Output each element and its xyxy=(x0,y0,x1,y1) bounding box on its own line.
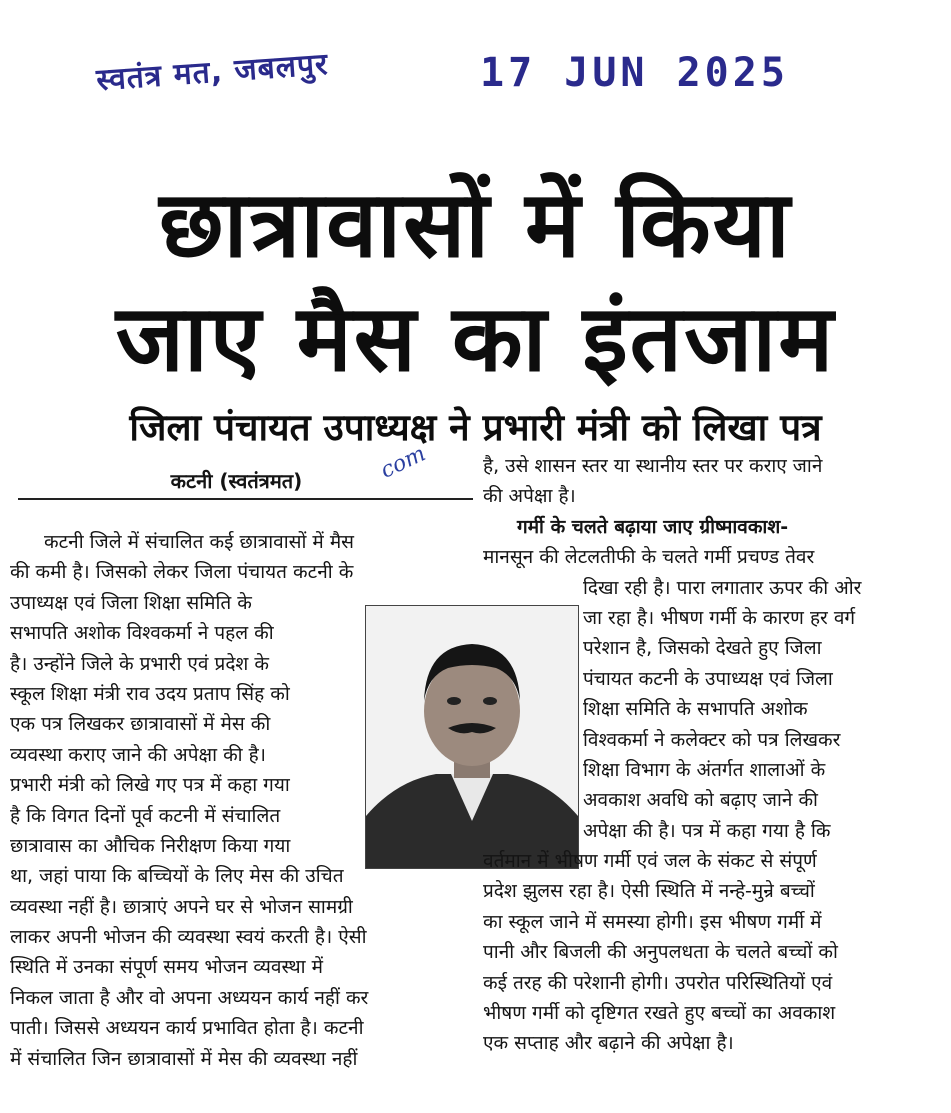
column-line: लाकर अपनी भोजन की व्यवस्था स्वयं करती है। ऐसी xyxy=(10,926,367,949)
headline-line-2: जाए मैस का इंतजाम xyxy=(115,285,836,392)
clipping-date: 17 JUN 2025 xyxy=(480,50,789,96)
newspaper-source: स्वतंत्र मत, जबलपुर xyxy=(95,46,330,99)
article-column-2 xyxy=(483,451,943,1059)
column-line: में संचालित जिन छात्रावासों में मेस की व्यवस्था नहीं xyxy=(10,1047,358,1070)
clipping-stamp xyxy=(0,22,951,117)
column-line: मानसून की लेटलतीफी के चलते गर्मी प्रचण्ड तेवर xyxy=(483,546,815,569)
column-line: का स्कूल जाने में समस्या होगी। इस भीषण गर्मी में xyxy=(483,910,822,933)
column-line: सभापति अशोक विश्वकर्मा ने पहल की xyxy=(10,622,274,645)
column-line: भीषण गर्मी को दृष्टिगत रखते हुए बच्चों का अवकाश xyxy=(483,1002,836,1025)
column-line: की कमी है। जिसको लेकर जिला पंचायत कटनी के xyxy=(10,561,354,584)
column-line: निकल जाता है और वो अपना अध्ययन कार्य नहीं कर xyxy=(10,986,369,1009)
handwritten-mark: com xyxy=(376,441,430,484)
section-heading: गर्मी के चलते बढ़ाया जाए ग्रीष्मावकाश- xyxy=(517,515,789,538)
column-line: स्कूल शिक्षा मंत्री राव उदय प्रताप सिंह को xyxy=(10,682,290,705)
column-line: कई तरह की परेशानी होगी। उपरोत परिस्थितियों एवं xyxy=(483,971,833,994)
column-line: अवकाश अवधि को बढ़ाए जाने की xyxy=(583,789,818,812)
column-line: शिक्षा विभाग के अंतर्गत शालाओं के xyxy=(583,758,826,781)
column-line: की अपेक्षा है। xyxy=(483,485,576,508)
column-line: व्यवस्था कराए जाने की अपेक्षा की है। xyxy=(10,743,266,766)
column-line: प्रदेश झुलस रहा है। ऐसी स्थिति में नन्हे-मुन्रे बच्चों xyxy=(483,880,815,903)
dateline-rule xyxy=(18,498,473,500)
column-line: व्यवस्था नहीं है। छात्राएं अपने घर से भोजन सामग्री xyxy=(10,895,353,918)
column-line: अपेक्षा की है। पत्र में कहा गया है कि xyxy=(583,819,831,842)
column-line: जा रहा है। भीषण गर्मी के कारण हर वर्ग xyxy=(583,606,856,629)
dateline: कटनी (स्वतंत्रमत) xyxy=(170,469,303,493)
column-line: विश्वकर्मा ने कलेक्टर को पत्र लिखकर xyxy=(583,728,841,751)
column-line: शिक्षा समिति के सभापति अशोक xyxy=(583,698,808,721)
column-line: है। उन्होंने जिले के प्रभारी एवं प्रदेश के xyxy=(10,652,269,675)
column-line: उपाध्यक्ष एवं जिला शिक्षा समिति के xyxy=(10,591,252,614)
column-line: दिखा रही है। पारा लगातार ऊपर की ओर xyxy=(583,576,862,599)
column-line: एक सप्ताह और बढ़ाने की अपेक्षा है। xyxy=(483,1032,734,1055)
subheadline: जिला पंचायत उपाध्यक्ष ने प्रभारी मंत्री को लिखा पत्र xyxy=(129,406,822,449)
column-line: प्रभारी मंत्री को लिखे गए पत्र में कहा गया xyxy=(10,774,290,797)
column-line: वर्तमान में भीषण गर्मी एवं जल के संकट से संपूर्ण xyxy=(483,850,817,873)
column-line: परेशान है, जिसको देखते हुए जिला xyxy=(583,637,822,660)
column-line: छात्रावास का औचिक निरीक्षण किया गया xyxy=(10,834,291,857)
column-line: था, जहां पाया कि बच्चियों के लिए मेस की उचित xyxy=(10,865,344,888)
column-line: पाती। जिससे अध्ययन कार्य प्रभावित होता है। कटनी xyxy=(10,1017,364,1040)
column-line: कटनी जिले में संचालित कई छात्रावासों में मैस xyxy=(44,531,355,553)
column-line: स्थिति में उनका संपूर्ण समय भोजन व्यवस्था में xyxy=(10,956,323,979)
column-line: एक पत्र लिखकर छात्रावासों में मेस की xyxy=(10,713,271,736)
column-line: है कि विगत दिनों पूर्व कटनी में संचालित xyxy=(10,804,281,827)
headline xyxy=(18,168,933,396)
column-line: पानी और बिजली की अनुपलधता के चलते बच्चों को xyxy=(483,941,838,964)
headline-line-1: छात्रावासों में किया xyxy=(159,171,792,278)
column-line: है, उसे शासन स्तर या स्थानीय स्तर पर कराए जाने xyxy=(483,455,823,477)
column-line: पंचायत कटनी के उपाध्यक्ष एवं जिला xyxy=(583,667,833,690)
